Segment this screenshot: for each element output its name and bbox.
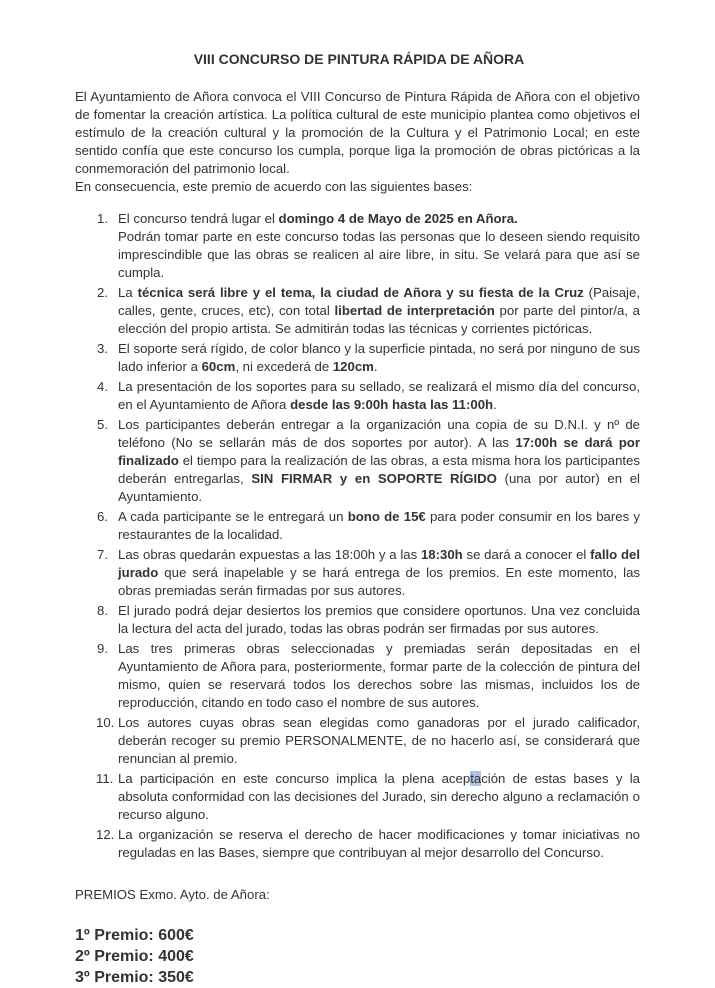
bold-text: 17:00h se dará por finalizado <box>118 435 640 468</box>
base-item-text <box>118 547 640 598</box>
text-segment: El soporte será rígido, de color blanco y la superficie pintada, no será por ninguno de sus lado inferior a <box>118 341 640 374</box>
base-item <box>97 416 640 506</box>
premios-header: PREMIOS Exmo. Ayto. de Añora: <box>75 887 270 902</box>
text-segment: El jurado podrá dejar desiertos los premios que considere oportunos. Una vez concluida la lectura del acta del jurado, todas las obras podrán ser firmadas por sus autores. <box>118 603 640 636</box>
text-segment: Los autores cuyas obras sean elegidas como ganadoras por el jurado calificador, deberán recoger su premio PERSONALMENTE, de no hacerlo así, se considerará que renuncian al premio. <box>118 715 640 766</box>
text-segment: , ni excederá de <box>235 359 333 374</box>
base-item <box>97 508 640 544</box>
text-segment: por parte del pintor/a, a elección del propio artista. Se admitirán todas las técnicas y corrientes pictóricas. <box>118 303 640 336</box>
base-item-number: 8. <box>97 603 108 618</box>
bold-text: domingo 4 de Mayo de 2025 en Añora. <box>278 211 518 226</box>
bold-text: SIN FIRMAR y en SOPORTE RÍGIDO <box>251 471 497 486</box>
text-segment: El concurso tendrá lugar el <box>118 211 279 226</box>
base-item <box>97 640 640 712</box>
base-item <box>97 546 640 600</box>
text-segment: . <box>493 397 497 412</box>
base-item <box>97 210 640 282</box>
prize-second: 2º Premio: 400€ <box>75 948 194 965</box>
base-item-number: 7. <box>97 547 108 562</box>
base-item-extra: Podrán tomar parte en este concurso todas las personas que lo deseen siendo requisito imprescindible que las obras se realicen al aire libre, in situ. Se velará para que así se cumpla. <box>118 229 640 280</box>
base-item <box>97 378 640 414</box>
base-item-text <box>118 715 640 766</box>
base-item-number: 12. <box>96 827 115 842</box>
base-item-text <box>118 379 640 412</box>
base-item-text <box>118 827 640 860</box>
text-segment: (una por autor) en el Ayuntamiento. <box>118 471 640 504</box>
base-item <box>97 714 640 768</box>
text-segment: se dará a conocer el <box>462 547 591 562</box>
text-selection-highlight: ta <box>470 771 482 786</box>
text-segment: ción de estas bases y la absoluta conformidad con las decisiones del Jurado, sin derecho alguno a reclamación o recurso alguno. <box>118 771 640 822</box>
text-segment: La <box>118 285 138 300</box>
base-item-text <box>118 641 640 710</box>
text-segment: Las tres primeras obras seleccionadas y premiadas serán depositadas en el Ayuntamiento de Añora para, posteriormente, formar parte de la colección de pintura del mismo, quien se reservará todos los derechos sobre las mismas, incluidos los de reproducción, citando en todo caso el nombre de sus autores. <box>118 641 640 710</box>
bold-text: técnica será libre y el tema, la ciudad de Añora y su fiesta de la Cruz <box>137 285 584 300</box>
base-item <box>97 770 640 824</box>
base-item <box>97 340 640 376</box>
bold-text: 18:30h <box>420 547 463 562</box>
text-segment: . <box>373 359 378 374</box>
bold-text: libertad de interpretación <box>334 303 495 318</box>
prizes-list <box>75 925 640 988</box>
text-segment: La participación en este concurso implica la plena acep <box>118 771 471 786</box>
base-item-text <box>118 285 640 336</box>
base-item-number: 5. <box>97 417 108 432</box>
intro-lead-in: En consecuencia, este premio de acuerdo con las siguientes bases: <box>75 179 473 194</box>
base-item <box>97 284 640 338</box>
text-segment: (Paisaje, calles, gente, cruces, etc), con total <box>118 285 640 318</box>
text-segment: que será inapelable y se hará entrega de los premios. En este momento, las obras premiadas serán firmadas por sus autores. <box>118 565 640 598</box>
text-segment: La organización se reserva el derecho de hacer modificaciones y tomar iniciativas no reguladas en las Bases, siempre que contribuyan al mejor desarrollo del Concurso. <box>118 827 640 860</box>
intro-section <box>75 88 640 196</box>
base-item-number: 2. <box>97 285 108 300</box>
base-item <box>97 602 640 638</box>
base-item-number: 10. <box>96 715 115 730</box>
bold-text: fallo del jurado <box>118 547 641 580</box>
bold-text: 60cm <box>201 359 236 374</box>
base-item-text <box>118 211 518 226</box>
base-item-number: 11. <box>96 771 114 786</box>
bases-list <box>75 210 640 862</box>
base-item-number: 9. <box>97 641 108 656</box>
bold-text: bono de 15€ <box>347 509 426 524</box>
bold-text: desde las 9:00h hasta las 11:00h <box>290 397 494 412</box>
base-item-number: 4. <box>97 379 108 394</box>
base-item-text <box>118 603 640 636</box>
base-item-text <box>118 341 640 374</box>
text-segment: Los participantes deberán entregar a la organización una copia de su D.N.I. y nº de teléfono (No se sellarán más de dos soportes por autor). A las <box>118 417 640 450</box>
text-segment: Las obras quedarán expuestas a las 18:00h y a las <box>118 547 421 562</box>
base-item-number: 6. <box>97 509 108 524</box>
base-item <box>97 826 640 862</box>
prize-first: 1º Premio: 600€ <box>75 927 194 944</box>
prize-third: 3º Premio: 350€ <box>75 969 194 986</box>
text-segment: La presentación de los soportes para su sellado, se realizará el mismo día del concurso, en el Ayuntamiento de Añora <box>118 379 640 412</box>
base-item-number: 1. <box>97 211 108 226</box>
base-item-number: 3. <box>97 341 108 356</box>
document-title: VIII CONCURSO DE PINTURA RÁPIDA DE AÑORA <box>193 51 525 67</box>
base-item-text <box>118 771 640 822</box>
text-segment: el tiempo para la realización de las obras, a esta misma hora los participantes deberán entregarlas, <box>118 453 640 486</box>
intro-paragraph: El Ayuntamiento de Añora convoca el VIII Concurso de Pintura Rápida de Añora con el objetivo de fomentar la creación artística. La política cultural de este municipio plantea como objetivos el estímulo de la creación cultural y la promoción de la Cultura y el Patrimonio Local; en este sentido confía que este concurso los cumpla, porque liga la promoción de obras pictóricas a la conmemoración del patrimonio local. <box>75 89 640 176</box>
text-segment: A cada participante se le entregará un <box>118 509 348 524</box>
base-item-text <box>118 509 640 542</box>
base-item-text <box>118 417 640 504</box>
text-segment: para poder consumir en los bares y restaurantes de la localidad. <box>118 509 640 542</box>
bold-text: 120cm <box>332 359 374 374</box>
